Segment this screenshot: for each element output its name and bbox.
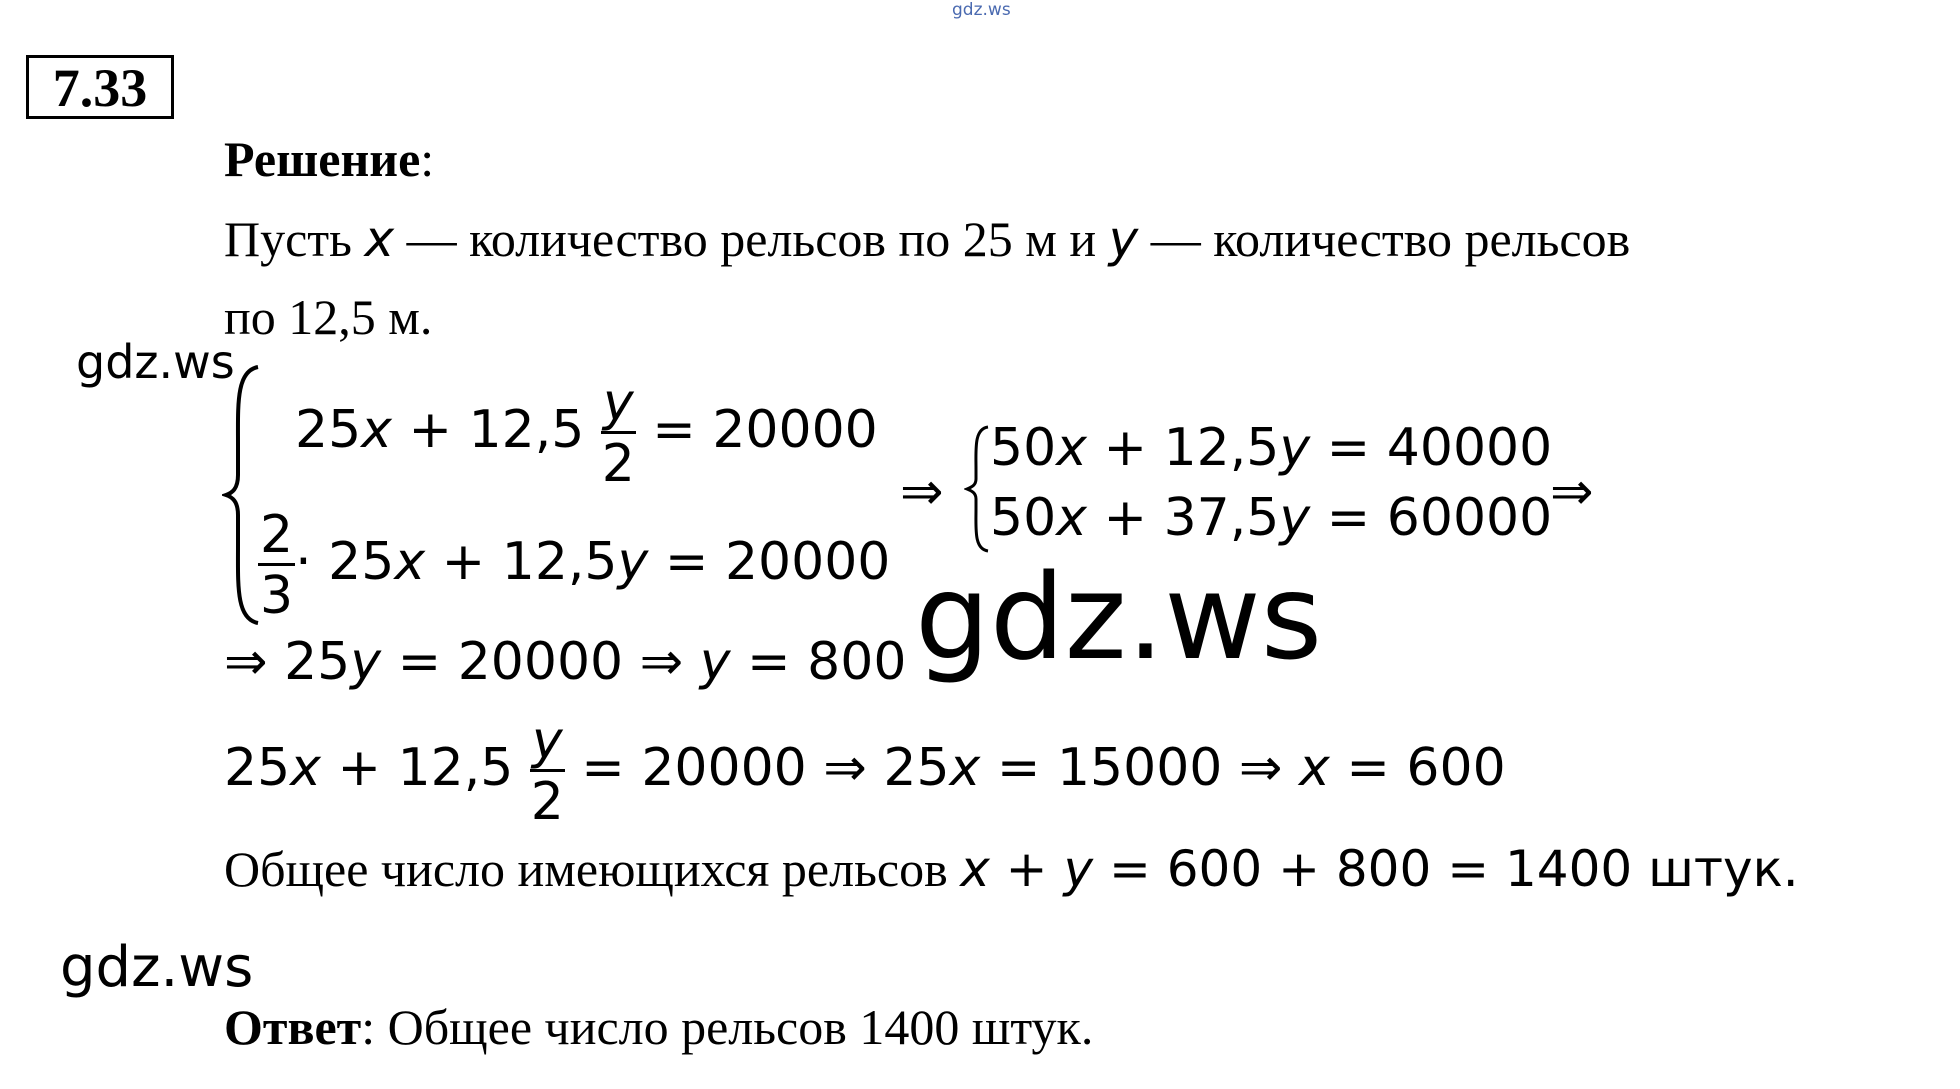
intro-line-2: по 12,5 м. bbox=[224, 289, 433, 345]
fraction-numerator: 2 bbox=[260, 504, 294, 565]
s2e1-v2: y bbox=[1279, 418, 1311, 478]
solution-colon: : bbox=[420, 131, 435, 187]
answer-label: Ответ bbox=[224, 999, 362, 1055]
fraction-numerator: y bbox=[531, 710, 563, 771]
total-rest: = 600 + 800 = 1400 штук. bbox=[1093, 840, 1799, 898]
s2e1-b: + 12,5 bbox=[1086, 418, 1280, 478]
answer-text: : Общее число рельсов 1400 штук. bbox=[361, 999, 1094, 1055]
s2e2-a: 50 bbox=[990, 488, 1057, 548]
system2-brace bbox=[964, 425, 992, 553]
lx-b: + 12,5 bbox=[320, 738, 514, 798]
s1e1-fraction bbox=[601, 372, 636, 494]
intro-text-2: — количество рельсов по 25 м и bbox=[394, 211, 1109, 267]
s2e1-v1: x bbox=[1056, 418, 1087, 478]
lx-v3: x bbox=[1299, 738, 1330, 798]
watermark-left-mid: gdz.ws bbox=[76, 335, 235, 389]
s2e2-v1: x bbox=[1056, 488, 1087, 548]
ly-b: = 20000 ⇒ bbox=[381, 632, 700, 692]
solution-heading bbox=[224, 130, 434, 188]
intro-text-1: Пусть bbox=[224, 211, 365, 267]
system1-eq1 bbox=[295, 372, 878, 494]
intro-text-3: — количество рельсов bbox=[1138, 211, 1631, 267]
lx-fraction bbox=[530, 710, 565, 832]
watermark-left-bottom: gdz.ws bbox=[60, 935, 254, 1000]
system2-eq1 bbox=[990, 418, 1552, 478]
line-solve-x bbox=[224, 710, 1506, 832]
var-y: y bbox=[1108, 210, 1139, 268]
lx-d: = 15000 ⇒ bbox=[980, 738, 1300, 798]
s1e2-b: + 12,5 bbox=[425, 532, 618, 592]
s1e2-var1: x bbox=[394, 532, 426, 592]
lx-c: = 20000 ⇒ 25 bbox=[564, 738, 950, 798]
total-plus: + bbox=[989, 840, 1064, 898]
ly-v1: y bbox=[350, 632, 382, 692]
problem-number: 7.33 bbox=[52, 58, 148, 118]
fraction-denominator: 2 bbox=[530, 771, 564, 832]
fraction-denominator: 3 bbox=[260, 565, 294, 626]
s1e1-right: = 20000 bbox=[635, 400, 878, 460]
fraction-denominator: 2 bbox=[601, 433, 635, 494]
fraction-numerator: y bbox=[602, 372, 634, 433]
implies-arrow-2: ⇒ bbox=[1550, 462, 1594, 522]
total-line bbox=[224, 840, 1799, 898]
s1e1-left: 25 bbox=[295, 400, 362, 460]
s2e1-c: = 40000 bbox=[1310, 418, 1553, 478]
line-solve-y bbox=[224, 632, 906, 692]
system1-brace bbox=[222, 365, 262, 625]
lx-a: 25 bbox=[224, 738, 291, 798]
ly-a: ⇒ 25 bbox=[224, 632, 351, 692]
s1e2-var2: y bbox=[617, 532, 649, 592]
var-x: x bbox=[364, 210, 395, 268]
s1e2-fraction bbox=[258, 504, 295, 626]
s2e2-v2: y bbox=[1279, 488, 1311, 548]
s2e2-c: = 60000 bbox=[1310, 488, 1553, 548]
implies-arrow-1: ⇒ bbox=[900, 462, 944, 522]
ly-c: = 800 bbox=[730, 632, 907, 692]
lx-v1: x bbox=[290, 738, 321, 798]
total-var-y: y bbox=[1063, 840, 1094, 898]
watermark-center: gdz.ws bbox=[915, 548, 1323, 686]
intro-line-1 bbox=[224, 210, 1630, 268]
lx-v2: x bbox=[949, 738, 981, 798]
s1e2-a: · 25 bbox=[295, 532, 395, 592]
s1e2-c: = 20000 bbox=[648, 532, 891, 592]
solution-label: Решение bbox=[224, 131, 421, 187]
lx-e: = 600 bbox=[1329, 738, 1506, 798]
watermark-top: gdz.ws bbox=[952, 0, 1011, 20]
s1e1-var: x bbox=[361, 400, 392, 460]
problem-number-box bbox=[26, 55, 174, 119]
answer-line bbox=[224, 998, 1093, 1056]
system2-eq2 bbox=[990, 488, 1552, 548]
total-var-x: x bbox=[960, 840, 990, 898]
system1-eq2 bbox=[258, 502, 891, 626]
s2e1-a: 50 bbox=[990, 418, 1057, 478]
s1e1-mid: + 12,5 bbox=[391, 400, 585, 460]
total-text: Общее число имеющихся рельсов bbox=[224, 841, 961, 897]
ly-v2: y bbox=[699, 632, 731, 692]
s2e2-b: + 37,5 bbox=[1086, 488, 1280, 548]
